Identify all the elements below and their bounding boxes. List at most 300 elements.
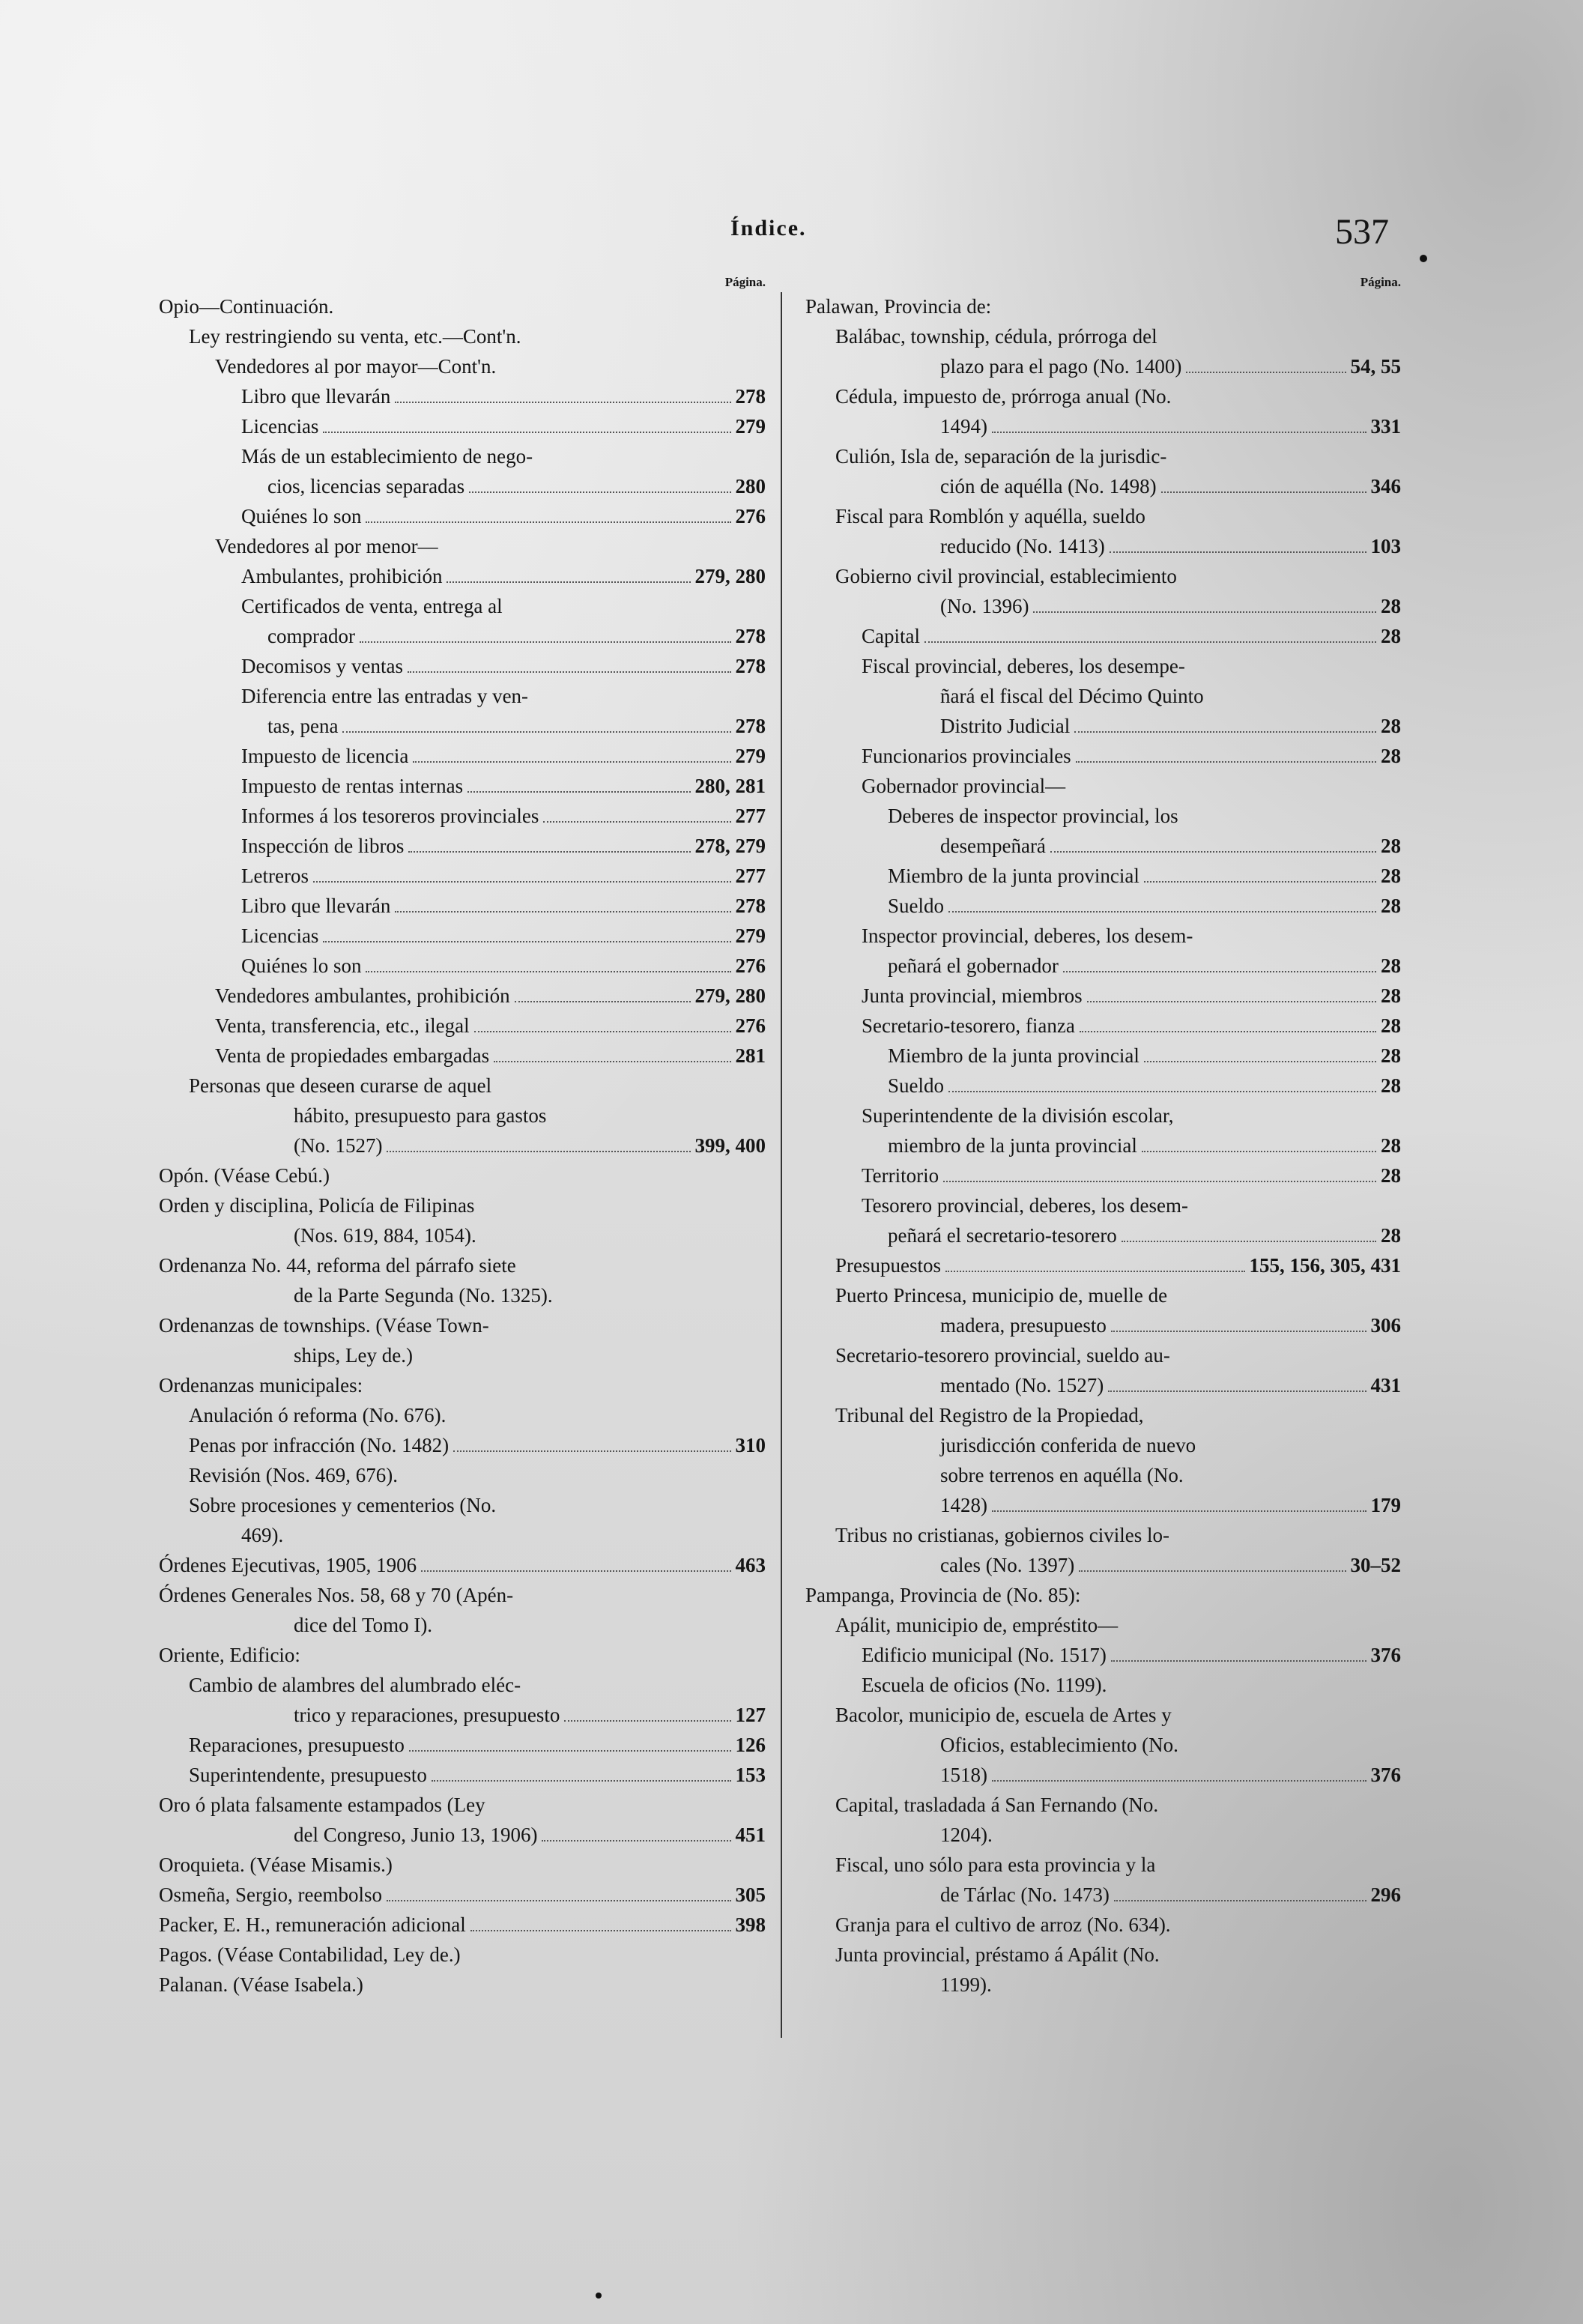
entry-text: ñará el fiscal del Décimo Quinto xyxy=(940,685,1204,707)
index-entry xyxy=(159,351,766,381)
entry-text: hábito, presupuesto para gastos xyxy=(294,1104,547,1127)
entry-text: desempeñará xyxy=(940,835,1046,857)
index-entry xyxy=(159,1490,766,1520)
entry-text: (No. 1396) xyxy=(940,595,1029,617)
index-entry xyxy=(159,741,766,771)
entry-page-ref: 463 xyxy=(735,1554,766,1576)
entry-text: Anulación ó reforma (No. 676). xyxy=(189,1404,447,1426)
entry-text: Licencias xyxy=(241,415,319,438)
entry-text: Libro que llevarán xyxy=(241,385,391,408)
entry-text: Capital, trasladada á San Fernando (No. xyxy=(835,1794,1159,1816)
entry-text: Más de un establecimiento de nego- xyxy=(241,445,533,467)
index-entry xyxy=(805,471,1401,501)
dot-leader xyxy=(453,1450,730,1452)
index-entry xyxy=(159,1820,766,1850)
entry-page-ref: 28 xyxy=(1381,1044,1401,1067)
index-entry xyxy=(805,681,1401,711)
entry-page-ref: 28 xyxy=(1381,895,1401,917)
index-entry xyxy=(159,951,766,981)
entry-text: Sobre procesiones y cementerios (No. xyxy=(189,1494,497,1516)
entry-text: Secretario-tesorero, fianza xyxy=(862,1014,1075,1037)
dot-leader xyxy=(408,851,690,853)
index-entry xyxy=(805,711,1401,741)
dot-leader xyxy=(992,432,1366,433)
entry-page-ref: 280 xyxy=(735,475,766,497)
entry-text: Tesorero provincial, deberes, los desem- xyxy=(862,1194,1188,1217)
entry-text: jurisdicción conferida de nuevo xyxy=(940,1434,1196,1456)
entry-text: Opio—Continuación. xyxy=(159,295,334,318)
entry-page-ref: 278, 279 xyxy=(694,835,766,857)
index-entry xyxy=(805,1400,1401,1430)
entry-text: Gobernador provincial— xyxy=(862,775,1066,797)
index-entry xyxy=(805,591,1401,621)
dot-leader xyxy=(366,971,730,972)
dot-leader xyxy=(1111,1660,1366,1662)
index-entry xyxy=(805,1131,1401,1161)
index-entry xyxy=(159,831,766,861)
entry-text: Orden y disciplina, Policía de Filipinas xyxy=(159,1194,475,1217)
dot-leader xyxy=(387,1900,731,1901)
entry-text: Inspector provincial, deberes, los desem- xyxy=(862,925,1193,947)
entry-page-ref: 28 xyxy=(1381,715,1401,737)
entry-text: Vendedores ambulantes, prohibición xyxy=(215,984,510,1007)
index-entry xyxy=(159,921,766,951)
entry-text: 469). xyxy=(241,1524,284,1546)
index-entry xyxy=(805,1520,1401,1550)
dot-leader xyxy=(395,402,730,403)
entry-text: Cédula, impuesto de, prórroga anual (No. xyxy=(835,385,1172,408)
page-column-heading: Página. xyxy=(724,275,766,289)
entry-page-ref: 279, 280 xyxy=(694,565,766,587)
entry-page-ref: 278 xyxy=(735,385,766,408)
entry-text: Opón. (Véase Cebú.) xyxy=(159,1164,330,1187)
entry-text: Revisión (Nos. 469, 676). xyxy=(189,1464,398,1486)
index-entry xyxy=(805,741,1401,771)
entry-text: Reparaciones, presupuesto xyxy=(189,1734,405,1756)
entry-text: Informes á los tesoreros provinciales xyxy=(241,805,539,827)
entry-text: Pampanga, Provincia de (No. 85): xyxy=(805,1584,1081,1606)
index-entry xyxy=(805,1041,1401,1071)
index-entry xyxy=(159,861,766,891)
entry-page-ref: 54, 55 xyxy=(1350,355,1401,378)
entry-page-ref: 28 xyxy=(1381,1164,1401,1187)
entry-text: Secretario-tesorero provincial, sueldo au- xyxy=(835,1344,1170,1367)
dot-leader xyxy=(992,1510,1366,1512)
index-entry xyxy=(805,1700,1401,1730)
index-entry xyxy=(159,1850,766,1880)
entry-text: Granja para el cultivo de arroz (No. 634). xyxy=(835,1913,1171,1936)
page-number: 537 xyxy=(1335,212,1389,252)
entry-text: Tribus no cristianas, gobiernos civiles lo- xyxy=(835,1524,1169,1546)
entry-text: reducido (No. 1413) xyxy=(940,535,1105,557)
index-entry xyxy=(159,1910,766,1940)
dot-leader xyxy=(1063,971,1376,972)
entry-text: Fiscal provincial, deberes, los desempe- xyxy=(862,655,1185,677)
dot-leader xyxy=(467,791,690,793)
dot-leader xyxy=(1142,1151,1376,1152)
index-entry xyxy=(159,1970,766,2000)
index-entry xyxy=(159,1280,766,1310)
entry-page-ref: 28 xyxy=(1381,984,1401,1007)
entry-text: sobre terrenos en aquélla (No. xyxy=(940,1464,1184,1486)
entry-page-ref: 28 xyxy=(1381,1224,1401,1247)
entry-text: (Nos. 619, 884, 1054). xyxy=(294,1224,476,1247)
entry-text: peñará el secretario-tesorero xyxy=(888,1224,1117,1247)
entry-text: Apálit, municipio de, empréstito— xyxy=(835,1614,1119,1636)
index-entry xyxy=(805,501,1401,531)
index-entry xyxy=(159,1700,766,1730)
index-entry xyxy=(159,621,766,651)
entry-page-ref: 126 xyxy=(735,1734,766,1756)
index-entry xyxy=(805,1640,1401,1670)
entry-text: Oficios, establecimiento (No. xyxy=(940,1734,1178,1756)
index-entry xyxy=(805,351,1401,381)
dot-leader xyxy=(943,1181,1376,1182)
dot-leader xyxy=(360,641,731,643)
index-entry xyxy=(805,1940,1401,1970)
entry-text: Libro que llevarán xyxy=(241,895,391,917)
dot-leader xyxy=(1108,1391,1366,1392)
entry-page-ref: 279 xyxy=(735,745,766,767)
entry-text: Órdenes Generales Nos. 58, 68 y 70 (Apén- xyxy=(159,1584,514,1606)
entry-page-ref: 278 xyxy=(735,895,766,917)
entry-text: Penas por infracción (No. 1482) xyxy=(189,1434,450,1456)
index-entry xyxy=(159,381,766,411)
dot-leader xyxy=(1074,731,1376,733)
entry-text: Vendedores al por menor— xyxy=(215,535,438,557)
entry-text: Cambio de alambres del alumbrado eléc- xyxy=(189,1674,521,1696)
dot-leader xyxy=(1186,372,1346,373)
entry-page-ref: 155, 156, 305, 431 xyxy=(1249,1254,1401,1277)
index-entry xyxy=(805,1101,1401,1131)
dot-leader xyxy=(395,911,730,913)
dot-leader xyxy=(342,731,730,733)
index-entry xyxy=(159,1520,766,1550)
index-entry xyxy=(159,1730,766,1760)
index-entry xyxy=(805,1430,1401,1460)
entry-page-ref: 28 xyxy=(1381,595,1401,617)
entry-page-ref: 431 xyxy=(1370,1374,1401,1396)
entry-text: Oro ó plata falsamente estampados (Ley xyxy=(159,1794,485,1816)
index-entry xyxy=(805,531,1401,561)
entry-page-ref: 376 xyxy=(1370,1644,1401,1666)
entry-text: Superintendente, presupuesto xyxy=(189,1764,427,1786)
index-entry xyxy=(159,651,766,681)
entry-page-ref: 279, 280 xyxy=(694,984,766,1007)
entry-text: cales (No. 1397) xyxy=(940,1554,1075,1576)
dot-leader xyxy=(1076,761,1376,763)
entry-text: Distrito Judicial xyxy=(940,715,1071,737)
index-entry xyxy=(805,891,1401,921)
entry-text: Pagos. (Véase Contabilidad, Ley de.) xyxy=(159,1943,461,1966)
entry-text: Superintendente de la división escolar, xyxy=(862,1104,1174,1127)
entry-page-ref: 30–52 xyxy=(1350,1554,1401,1576)
index-entry xyxy=(159,1161,766,1190)
index-entry xyxy=(805,1970,1401,2000)
entry-text: Diferencia entre las entradas y ven- xyxy=(241,685,529,707)
entry-text: peñará el gobernador xyxy=(888,954,1059,977)
dot-leader xyxy=(413,761,730,763)
entry-text: Venta de propiedades embargadas xyxy=(215,1044,490,1067)
dot-leader xyxy=(992,1780,1366,1782)
index-entry xyxy=(805,1071,1401,1101)
entry-text: Letreros xyxy=(241,865,309,887)
index-entry xyxy=(805,381,1401,411)
entry-text: cios, licencias separadas xyxy=(267,475,465,497)
entry-text: Ordenanza No. 44, reforma del párrafo siete xyxy=(159,1254,516,1277)
index-entry xyxy=(159,1430,766,1460)
dot-leader xyxy=(1033,611,1376,613)
index-entry xyxy=(159,291,766,321)
entry-text: ships, Ley de.) xyxy=(294,1344,413,1367)
entry-text: Quiénes lo son xyxy=(241,954,362,977)
dot-leader xyxy=(409,1750,731,1752)
index-entry xyxy=(805,321,1401,351)
column-divider xyxy=(781,292,782,2038)
entry-text: de la Parte Segunda (No. 1325). xyxy=(294,1284,553,1307)
index-entry xyxy=(159,1011,766,1041)
index-entry xyxy=(159,1640,766,1670)
index-entry xyxy=(159,411,766,441)
index-entry xyxy=(805,801,1401,831)
entry-page-ref: 153 xyxy=(735,1764,766,1786)
entry-page-ref: 398 xyxy=(735,1913,766,1936)
dot-leader xyxy=(515,1001,691,1002)
index-entry xyxy=(159,801,766,831)
entry-page-ref: 276 xyxy=(735,1014,766,1037)
index-entry xyxy=(805,1610,1401,1640)
entry-text: 1204). xyxy=(940,1824,993,1846)
index-entry xyxy=(805,1011,1401,1041)
index-entry xyxy=(805,561,1401,591)
index-entry xyxy=(159,711,766,741)
entry-page-ref: 306 xyxy=(1370,1314,1401,1337)
entry-text: Vendedores al por mayor—Cont'n. xyxy=(215,355,497,378)
index-entry xyxy=(159,1880,766,1910)
entry-text: Oriente, Edificio: xyxy=(159,1644,300,1666)
entry-page-ref: 279 xyxy=(735,925,766,947)
entry-page-ref: 28 xyxy=(1381,745,1401,767)
dot-leader xyxy=(387,1151,690,1152)
dot-leader xyxy=(1144,881,1376,883)
entry-text: ción de aquélla (No. 1498) xyxy=(940,475,1157,497)
index-entry xyxy=(805,1340,1401,1370)
index-entry xyxy=(805,831,1401,861)
index-entry xyxy=(805,1460,1401,1490)
dot-leader xyxy=(408,671,731,673)
index-entry xyxy=(805,621,1401,651)
index-entry xyxy=(805,1760,1401,1790)
index-entry xyxy=(159,1760,766,1790)
index-entry xyxy=(159,1550,766,1580)
entry-page-ref: 451 xyxy=(735,1824,766,1846)
index-entry xyxy=(805,1730,1401,1760)
entry-text: madera, presupuesto xyxy=(940,1314,1107,1337)
dot-leader xyxy=(1111,1331,1366,1332)
entry-text: tas, pena xyxy=(267,715,339,737)
index-entry xyxy=(805,651,1401,681)
entry-page-ref: 28 xyxy=(1381,954,1401,977)
entry-page-ref: 28 xyxy=(1381,1014,1401,1037)
index-entry xyxy=(159,321,766,351)
entry-text: Oroquieta. (Véase Misamis.) xyxy=(159,1854,393,1876)
entry-text: Funcionarios provinciales xyxy=(862,745,1071,767)
entry-text: 1518) xyxy=(940,1764,987,1786)
dot-leader xyxy=(1110,551,1366,553)
entry-text: Junta provincial, préstamo á Apálit (No. xyxy=(835,1943,1160,1966)
index-entry xyxy=(159,1790,766,1820)
dot-leader xyxy=(447,581,690,583)
entry-page-ref: 278 xyxy=(735,715,766,737)
entry-page-ref: 305 xyxy=(735,1883,766,1906)
entry-text: Capital xyxy=(862,625,920,647)
entry-text: Licencias xyxy=(241,925,319,947)
entry-page-ref: 279 xyxy=(735,415,766,438)
entry-text: Impuesto de licencia xyxy=(241,745,409,767)
index-entry xyxy=(159,591,766,621)
entry-text: Deberes de inspector provincial, los xyxy=(888,805,1178,827)
dot-leader xyxy=(323,941,730,942)
index-entry xyxy=(805,1880,1401,1910)
entry-page-ref: 276 xyxy=(735,505,766,527)
entry-text: Miembro de la junta provincial xyxy=(888,1044,1139,1067)
entry-page-ref: 296 xyxy=(1370,1883,1401,1906)
entry-text: (No. 1527) xyxy=(294,1134,383,1157)
entry-text: Packer, E. H., remuneración adicional xyxy=(159,1913,466,1936)
index-entry xyxy=(159,531,766,561)
index-entry xyxy=(805,1820,1401,1850)
entry-page-ref: 346 xyxy=(1370,475,1401,497)
index-entry xyxy=(805,771,1401,801)
dot-leader xyxy=(432,1780,731,1782)
entry-text: trico y reparaciones, presupuesto xyxy=(294,1704,560,1726)
dot-leader xyxy=(421,1570,730,1572)
entry-page-ref: 277 xyxy=(735,865,766,887)
entry-text: Escuela de oficios (No. 1199). xyxy=(862,1674,1107,1696)
dot-leader xyxy=(564,1720,730,1722)
entry-text: Fiscal para Romblón y aquélla, sueldo xyxy=(835,505,1145,527)
index-entry xyxy=(805,1370,1401,1400)
index-entry xyxy=(805,441,1401,471)
entry-text: Culión, Isla de, separación de la jurisdic- xyxy=(835,445,1167,467)
entry-text: Balábac, township, cédula, prórroga del xyxy=(835,325,1157,348)
right-entries xyxy=(805,291,1401,2000)
entry-text: de Tárlac (No. 1473) xyxy=(940,1883,1110,1906)
index-entry xyxy=(805,1190,1401,1220)
entry-text: Órdenes Ejecutivas, 1905, 1906 xyxy=(159,1554,417,1576)
entry-text: Venta, transferencia, etc., ilegal xyxy=(215,1014,470,1037)
entry-page-ref: 376 xyxy=(1370,1764,1401,1786)
index-entry xyxy=(805,1550,1401,1580)
index-entry xyxy=(159,1101,766,1131)
entry-page-ref: 179 xyxy=(1370,1494,1401,1516)
entry-text: Ley restringiendo su venta, etc.—Cont'n. xyxy=(189,325,521,348)
index-entry xyxy=(159,1580,766,1610)
entry-text: Decomisos y ventas xyxy=(241,655,403,677)
index-entry xyxy=(159,891,766,921)
index-entry xyxy=(159,471,766,501)
index-entry xyxy=(159,1670,766,1700)
dot-leader xyxy=(1122,1241,1376,1242)
dot-leader xyxy=(1080,1031,1376,1032)
index-entry xyxy=(159,1340,766,1370)
entry-text: mentado (No. 1527) xyxy=(940,1374,1104,1396)
entry-text: Edificio municipal (No. 1517) xyxy=(862,1644,1107,1666)
dot-leader xyxy=(323,432,730,433)
index-entry xyxy=(805,1790,1401,1820)
dot-leader xyxy=(474,1031,731,1032)
entry-page-ref: 280, 281 xyxy=(694,775,766,797)
entry-page-ref: 281 xyxy=(735,1044,766,1067)
entry-text: Fiscal, uno sólo para esta provincia y la xyxy=(835,1854,1156,1876)
entry-page-ref: 28 xyxy=(1381,1074,1401,1097)
index-entry xyxy=(159,981,766,1011)
entry-text: del Congreso, Junio 13, 1906) xyxy=(294,1824,538,1846)
index-entry xyxy=(159,1071,766,1101)
entry-text: Ordenanzas de townships. (Véase Town- xyxy=(159,1314,489,1337)
entry-text: Puerto Princesa, municipio de, muelle de xyxy=(835,1284,1168,1307)
index-entry xyxy=(805,1910,1401,1940)
entry-text: Osmeña, Sergio, reembolso xyxy=(159,1883,382,1906)
left-column xyxy=(159,273,766,2000)
index-entry xyxy=(159,1940,766,1970)
entry-page-ref: 127 xyxy=(735,1704,766,1726)
entry-page-ref: 310 xyxy=(735,1434,766,1456)
index-entry xyxy=(159,1190,766,1220)
entry-page-ref: 28 xyxy=(1381,625,1401,647)
index-entry xyxy=(805,921,1401,951)
dot-leader xyxy=(1079,1570,1346,1572)
dot-leader xyxy=(366,521,730,523)
index-entry xyxy=(805,291,1401,321)
entry-page-ref: 276 xyxy=(735,954,766,977)
entry-text: Palawan, Provincia de: xyxy=(805,295,992,318)
dot-leader xyxy=(469,491,730,493)
index-entry xyxy=(159,1310,766,1340)
index-entry xyxy=(159,501,766,531)
index-entry xyxy=(159,561,766,591)
entry-text: Quiénes lo son xyxy=(241,505,362,527)
dot-leader xyxy=(494,1061,730,1062)
entry-text: Territorio xyxy=(862,1164,939,1187)
index-entry xyxy=(805,951,1401,981)
index-entry xyxy=(805,981,1401,1011)
index-entry xyxy=(805,411,1401,441)
left-entries xyxy=(159,291,766,2000)
index-entry xyxy=(159,441,766,471)
index-entry xyxy=(805,1490,1401,1520)
running-head: Índice. xyxy=(730,216,807,240)
index-entry xyxy=(159,1041,766,1071)
entry-text: Miembro de la junta provincial xyxy=(888,865,1139,887)
entry-text: Ambulantes, prohibición xyxy=(241,565,443,587)
entry-text: comprador xyxy=(267,625,355,647)
entry-text: Gobierno civil provincial, establecimiento xyxy=(835,565,1177,587)
dot-leader xyxy=(543,821,730,823)
index-entry xyxy=(159,1220,766,1250)
entry-text: dice del Tomo I). xyxy=(294,1614,433,1636)
dot-leader xyxy=(1087,1001,1376,1002)
entry-text: 1494) xyxy=(940,415,987,438)
dot-leader xyxy=(1050,851,1376,853)
dot-leader xyxy=(1144,1061,1376,1062)
index-entry xyxy=(159,771,766,801)
dot-leader xyxy=(948,1091,1376,1092)
dot-leader xyxy=(1114,1900,1366,1901)
entry-text: Certificados de venta, entrega al xyxy=(241,595,503,617)
entry-page-ref: 331 xyxy=(1370,415,1401,438)
entry-page-ref: 103 xyxy=(1370,535,1401,557)
